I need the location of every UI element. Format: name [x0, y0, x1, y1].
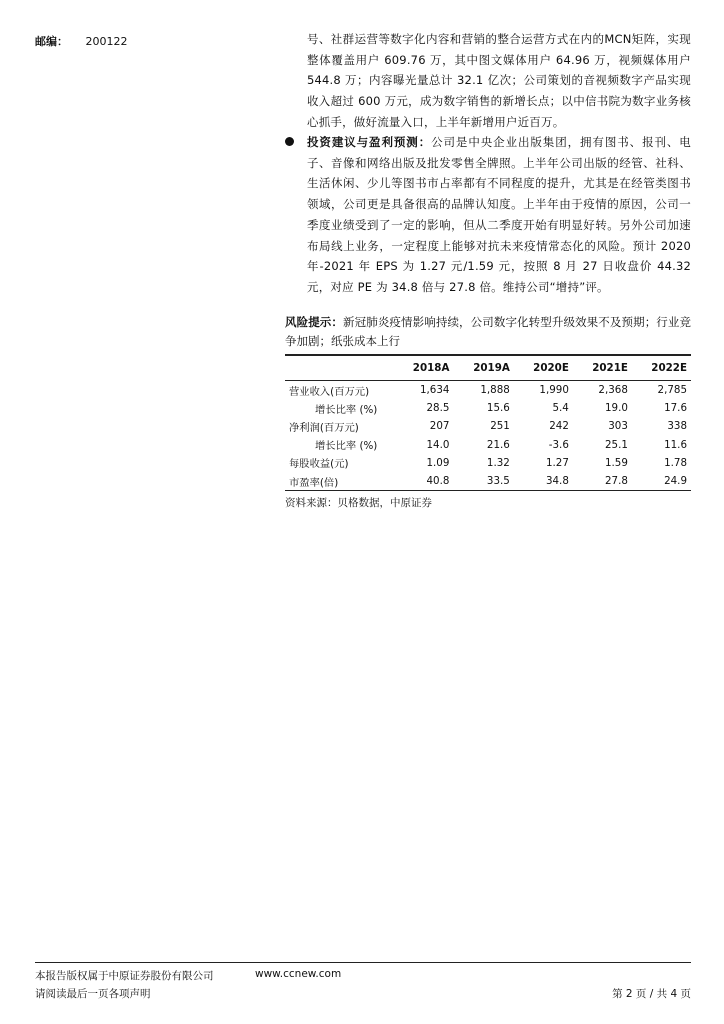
table-cell: 1,634: [419, 384, 450, 397]
table-cell: 303: [608, 420, 628, 433]
table-cell: 40.8: [393, 472, 453, 491]
table-header-cell: 2019A: [453, 355, 513, 381]
table-source: 资料来源：贝格数据，中原证券: [285, 497, 432, 510]
table-cell: -3.6: [548, 438, 569, 451]
table-header-cell: 2021E: [573, 355, 632, 381]
table-cell: 17.6: [664, 402, 687, 415]
table-row: [285, 436, 691, 454]
table-cell: 28.5: [426, 402, 450, 415]
table-cell: 19.0: [604, 402, 628, 415]
investment-heading: 投资建议与盈利预测：: [307, 135, 432, 149]
table-cell: 1.09: [426, 456, 450, 469]
table-cell: 1.78: [664, 456, 687, 469]
table-header-cell: 2018A: [393, 355, 453, 381]
table-cell: 242: [549, 420, 569, 433]
table-header-cell: 2020E: [514, 355, 573, 381]
table-cell: 11.6: [664, 438, 687, 451]
postcode-value: 200122: [85, 35, 128, 48]
row-label: 增长比率 (%): [315, 440, 378, 453]
table-header-row: [285, 355, 691, 381]
table-cell: 5.4: [552, 402, 569, 415]
footer-website-link[interactable]: www.ccnew.com: [255, 968, 342, 980]
risk-text: 新冠肺炎疫情影响持续，公司数字化转型升级效果不及预期；行业竞争加剧；纸张成本上行: [285, 315, 691, 348]
table-cell: 25.1: [604, 438, 628, 451]
footer-disclaimer: 请阅读最后一页各项声明: [35, 988, 151, 1000]
table-cell: 2,368: [598, 384, 628, 397]
page-number: 第 2 页 / 共 4 页: [612, 988, 691, 1000]
footer-copyright: 本报告版权属于中原证券股份有限公司: [35, 970, 214, 982]
table-cell: 21.6: [486, 438, 510, 451]
table-cell: 207: [429, 420, 450, 433]
forecast-table: [285, 354, 691, 491]
table-cell: 1,888: [480, 384, 510, 397]
risk-heading: 风险提示：: [285, 315, 344, 329]
postcode-label: 邮编：: [35, 35, 68, 48]
table-cell: 1.32: [486, 456, 510, 469]
postcode: [35, 33, 128, 49]
row-label: 营业收入(百万元): [289, 385, 370, 398]
table-cell: 1.27: [545, 456, 569, 469]
table-cell: 24.9: [632, 472, 691, 491]
table-cell: 1,990: [539, 384, 569, 397]
table-cell: 1.59: [604, 456, 628, 469]
table-row: [285, 454, 691, 472]
row-label: 净利润(百万元): [289, 421, 359, 434]
row-label: 每股收益(元): [289, 458, 349, 471]
table-cell: 2,785: [657, 384, 687, 397]
forecast-table-section: [285, 354, 691, 510]
investment-text: 公司是中央企业出版集团，拥有图书、报刊、电子、音像和网络出版及批发零售全牌照。上半年公司出版的经管、社科、生活休闲、少儿等图书市占率都有不同程度的提升，尤其是在经管类图书领域，公司更是具备很高的品牌认知度。上半年由于疫情的原因，公司一季度业绩受到了一定的影响，但从二季度开始有明显好转。另外公司加速布局线上业务，一定程度上能够对抗未来疫情常态化的风险。预计 2020 年-2021 年 EPS 为 1.27 元/1.59 元，按照 8 月 27 日收盘价 44.32 元，对应 PE 为 34.8 倍与 27.8 倍。维持公司“增持”评。: [307, 135, 692, 294]
table-cell: 33.5: [453, 472, 513, 491]
table-row: [285, 381, 691, 400]
row-label: 市盈率(倍): [285, 472, 393, 491]
table-header-cell: 2022E: [632, 355, 691, 381]
table-cell: 34.8: [514, 472, 573, 491]
footer-divider: [35, 962, 691, 963]
table-cell: 251: [490, 420, 510, 433]
table-cell: 15.6: [486, 402, 510, 415]
table-cell: 27.8: [573, 472, 632, 491]
table-header-cell: [285, 355, 393, 381]
table-row: [285, 417, 691, 435]
row-label: 增长比率 (%): [315, 403, 378, 416]
table-row: [285, 472, 691, 491]
investment-paragraph: [307, 132, 691, 298]
table-cell: 338: [667, 420, 687, 433]
table-row: [285, 399, 691, 417]
intro-paragraph: 号、社群运营等数字化内容和营销的整合运营方式在内的MCN矩阵，实现整体覆盖用户 609.76 万，其中图文媒体用户 64.96 万，视频媒体用户 544.8 万；内容曝光量总计 32.1 亿次；公司策划的音视频数字产品实现收入超过 600 万元，成为数字销售的新增长点；以中信书院为数字业务核心抓手，做好流量入口，上半年新增用户近百万。: [307, 32, 691, 129]
risk-paragraph: [285, 313, 691, 351]
bullet-icon: [285, 137, 294, 146]
table-cell: 14.0: [426, 438, 450, 451]
